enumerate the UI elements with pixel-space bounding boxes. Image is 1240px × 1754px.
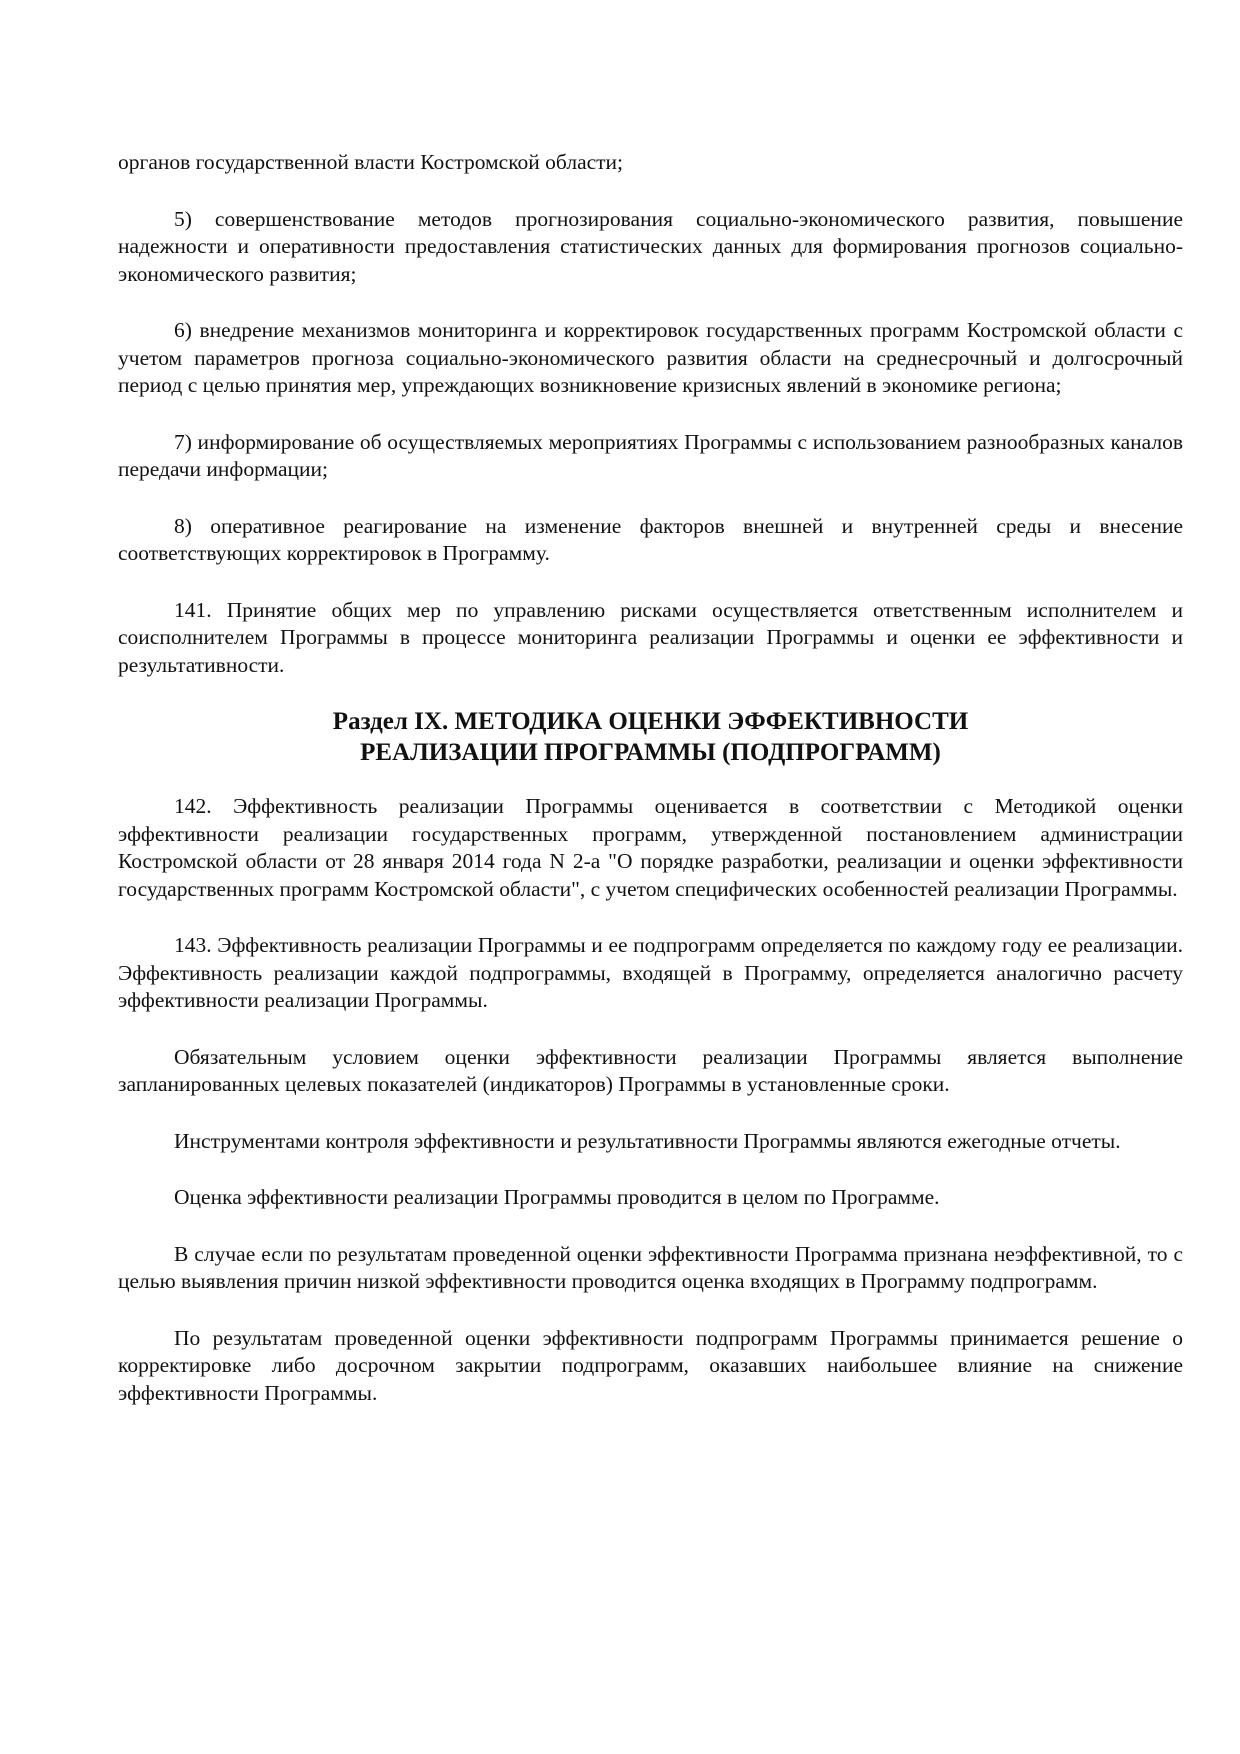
section-title-line-1: Раздел IX. МЕТОДИКА ОЦЕНКИ ЭФФЕКТИВНОСТИ: [332, 708, 969, 735]
paragraph-142: 142. Эффективность реализации Программы оценивается в соответствии с Методикой оценки эффективности реализации государственных программ, утвержденной постановлением администрации Костромской области от 28 января 2014 года N 2-а "О порядке разработки, реализации и оценки эффективности государственных программ Костромской области", с учетом специфических особенностей реализации Программы.: [118, 794, 1183, 901]
paragraph-decision: По результатам проведенной оценки эффективности подпрограмм Программы принимается решение о корректировке либо досрочном закрытии подпрограмм, оказавших наибольшее влияние на снижение эффективности Программы.: [118, 1325, 1183, 1405]
paragraph-143: 143. Эффективность реализации Программы и ее подпрограмм определяется по каждому году ее реализации. Эффективность реализации каждой подпрограммы, входящей в Программу, определяется аналогично расчету эффективности реализации Программы.: [118, 933, 1183, 1012]
paragraph-item-5: 5) совершенствование методов прогнозирования социально-экономического развития, повышение надежности и оперативности предоставления статистических данных для формирования прогнозов социально-экономического развития;: [118, 206, 1183, 286]
paragraph-assessment-scope: Оценка эффективности реализации Программы проводится в целом по Программе.: [174, 1185, 940, 1209]
paragraph-item-6: 6) внедрение механизмов мониторинга и корректировок государственных программ Костромской области с учетом параметров прогноза социально-экономического развития области на среднесрочный и долгосрочный период с целью принятия мер, упреждающих возникновение кризисных явлений в экономике региона;: [118, 318, 1183, 397]
paragraph-item-8: 8) оперативное реагирование на изменение факторов внешней и внутренней среды и внесение соответствующих корректировок в Программу.: [118, 513, 1183, 565]
paragraph-ineffective-case: В случае если по результатам проведенной оценки эффективности Программа признана неэффективной, то с целью выявления причин низкой эффективности проводится оценка входящих в Программу подпрограмм.: [118, 1241, 1183, 1293]
paragraph-control-tools: Инструментами контроля эффективности и результативности Программы являются ежегодные отчеты.: [174, 1128, 1121, 1153]
paragraph-mandatory-condition: Обязательным условием оценки эффективности реализации Программы является выполнение запланированных целевых показателей (индикаторов) Программы в установленные сроки.: [118, 1044, 1183, 1096]
section-title-line-2: РЕАЛИЗАЦИИ ПРОГРАММЫ (ПОДПРОГРАММ): [360, 739, 941, 766]
section-title: [118, 706, 1183, 768]
paragraph-continuation: органов государственной власти Костромской области;: [118, 150, 624, 174]
paragraph-141: 141. Принятие общих мер по управлению рисками осуществляется ответственным исполнителем и соисполнителем Программы в процессе мониторинга реализации Программы и оценки ее эффективности и результативности.: [118, 597, 1183, 677]
paragraph-item-7: 7) информирование об осуществляемых мероприятиях Программы с использованием разнообразных каналов передачи информации;: [118, 429, 1183, 481]
